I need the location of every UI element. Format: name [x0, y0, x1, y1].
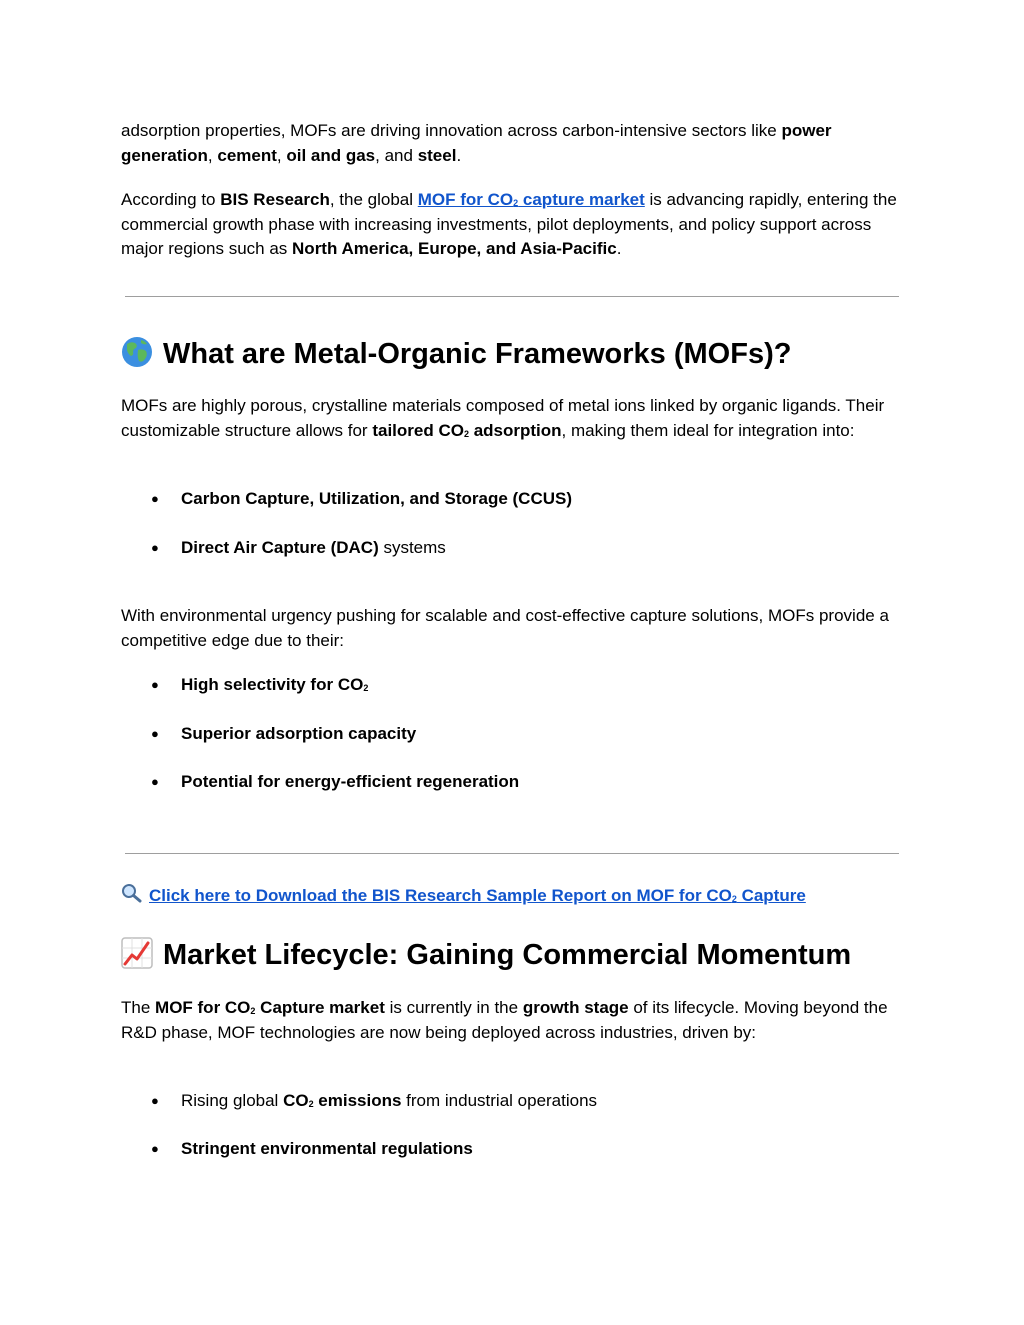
list-item: ● Direct Air Capture (DAC) systems [181, 536, 446, 561]
list-item: ● Superior adsorption capacity [181, 722, 416, 747]
intro-paragraph-2: According to BIS Research, the global MOF for $CO_2$ capture market is advancing rapidly, entering the commercial growth phase with increasing investments, pilot deployments, and policy support across major regions such as North America, Europe, and Asia-Pacific. [121, 190, 897, 258]
section-heading-market-lifecycle: Market Lifecycle: Gaining Commercial Momentum [121, 937, 901, 973]
download-sample-paragraph [121, 883, 901, 909]
list-item: ● Stringent environmental regulations [181, 1137, 473, 1162]
section-divider-1 [125, 296, 899, 297]
market-lifecycle-paragraph: The MOF for $CO_2$ Capture market is currently in the growth stage of its lifecycle. Moving beyond the R&D phase, MOF technologies are now being deployed across industries, driven by: [121, 998, 888, 1042]
market-report-link[interactable]: MOF for $CO_2$ capture market [417, 190, 645, 209]
chart-increasing-icon [121, 937, 153, 969]
section-divider-2 [125, 853, 899, 854]
competitive-edge-paragraph: With environmental urgency pushing for scalable and cost-effective capture solutions, MOFs provide a competitive edge due to their: [121, 606, 889, 650]
list-item: ● Carbon Capture, Utilization, and Storage (CCUS) [181, 487, 572, 512]
list-item: ● Rising global $CO_2$ emissions from industrial operations [181, 1089, 597, 1114]
section-heading-mofs: What are Metal-Organic Frameworks (MOFs)? [121, 336, 901, 372]
globe-icon [121, 336, 153, 368]
intro-paragraph-1: adsorption properties, MOFs are driving innovation across carbon-intensive sectors like power generation, cement, oil and gas, and steel. [121, 121, 832, 165]
list-item: ● Potential for energy-efficient regeneration [181, 770, 519, 795]
list-item: ● High selectivity for $CO_2$ [181, 673, 368, 698]
download-sample-link[interactable]: Click here to Download the BIS Research Sample Report on MOF for $CO_2$ Capture [121, 886, 806, 905]
mofs-definition-paragraph: MOFs are highly porous, crystalline materials composed of metal ions linked by organic ligands. Their customizable structure allows for tailored $CO_2$ adsorption, making them ideal for integration into: [121, 396, 885, 440]
magnifier-icon [121, 883, 143, 903]
